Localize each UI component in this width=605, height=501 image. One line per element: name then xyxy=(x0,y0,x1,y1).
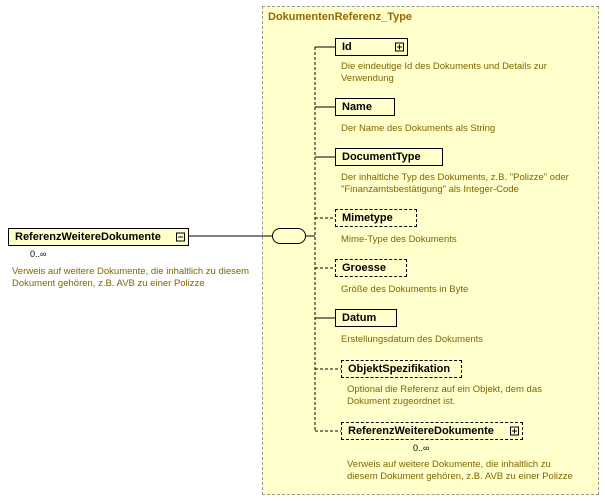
node-label: ReferenzWeitereDokumente xyxy=(15,231,161,243)
node-id[interactable] xyxy=(335,38,408,56)
node-name[interactable] xyxy=(335,98,395,116)
collapse-icon[interactable] xyxy=(176,233,185,242)
node-label: ReferenzWeitereDokumente xyxy=(348,425,494,437)
node-objektspezifikation[interactable] xyxy=(341,360,462,378)
sequence-compositor-icon xyxy=(272,228,306,244)
node-mimetype[interactable] xyxy=(335,209,417,227)
annotation-id: Die eindeutige Id des Dokuments und Details zur Verwendung xyxy=(341,61,547,84)
node-label: Groesse xyxy=(342,262,387,274)
expand-icon[interactable] xyxy=(395,43,404,52)
expand-icon[interactable] xyxy=(510,427,519,436)
root-cardinality: 0..∞ xyxy=(30,249,47,259)
node-referenzweiteredokumente-root[interactable] xyxy=(8,228,189,246)
nested-cardinality: 0..∞ xyxy=(413,443,430,453)
annotation-objektspezifikation: Optional die Referenz auf ein Objekt, dem das Dokument zugeordnet ist. xyxy=(347,384,542,407)
node-referenzweiteredokumente-nested[interactable] xyxy=(341,422,523,440)
node-label: ObjektSpezifikation xyxy=(348,363,451,375)
annotation-name: Der Name des Dokuments als String xyxy=(341,123,496,134)
node-label: Id xyxy=(342,41,352,53)
node-documenttype[interactable] xyxy=(335,148,443,166)
node-label: Mimetype xyxy=(342,212,393,224)
annotation-documenttype: Der inhaltlche Typ des Dokuments, z.B. "Polizze" oder "Finanzamtsbestätigung" als Integer-Code xyxy=(341,172,569,195)
annotation-mimetype: Mime-Type des Dokuments xyxy=(341,234,457,245)
group-title: DokumentenReferenz_Type xyxy=(268,11,413,23)
node-label: DocumentType xyxy=(342,151,421,163)
annotation-groesse: Größe des Dokuments in Byte xyxy=(341,284,469,295)
annotation-referenzweiteredokumente-nested: Verweis auf weitere Dokumente, die inhaltlich zu diesem Dokument gehören, z.B. AVB zu einer Polizze xyxy=(347,459,573,482)
node-label: Datum xyxy=(342,312,377,324)
node-datum[interactable] xyxy=(335,309,397,327)
annotation-datum: Erstellungsdatum des Dokuments xyxy=(341,334,484,345)
node-groesse[interactable] xyxy=(335,259,407,277)
root-annotation: Verweis auf weitere Dokumente, die inhaltlich zu diesem Dokument gehören, z.B. AVB zu einer Polizze xyxy=(12,266,250,289)
node-label: Name xyxy=(342,101,372,113)
